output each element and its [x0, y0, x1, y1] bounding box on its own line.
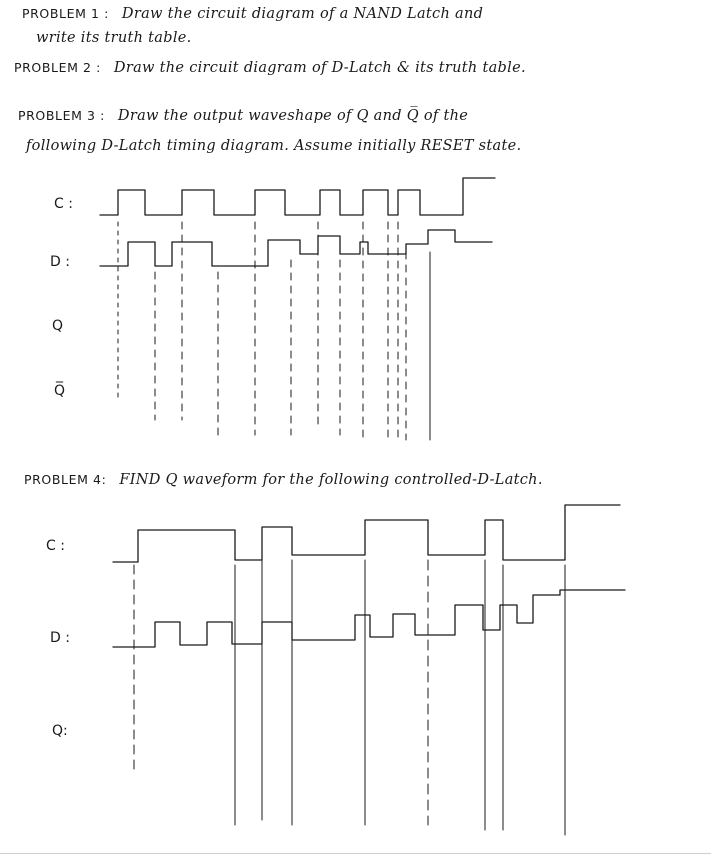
p3-signal-d: D :: [50, 254, 70, 270]
p4-c-waveform: [113, 505, 620, 562]
p3-signal-qbar: Q̅: [54, 383, 66, 399]
page-bottom-edge: [0, 853, 711, 854]
p3-c-waveform: [100, 178, 495, 215]
problem-2-text: Draw the circuit diagram of D-Latch & its truth table.: [113, 60, 526, 76]
p3-guide-lines: [118, 222, 430, 440]
problem-3-label: PROBLEM 3 :: [18, 108, 105, 123]
p4-guide-lines: [134, 560, 565, 835]
problem-3-line-2: following D-Latch timing diagram. Assume initially RESET state.: [26, 138, 522, 154]
p3-signal-c: C :: [54, 196, 73, 212]
problem-2-label: PROBLEM 2 :: [14, 60, 101, 75]
p4-signal-q: Q:: [52, 723, 68, 739]
problem-1-text: Draw the circuit diagram of a NAND Latch and: [121, 6, 484, 22]
problem-1-line-2: write its truth table.: [36, 30, 192, 46]
p4-d-waveform: [113, 590, 625, 647]
p4-signal-c: C :: [46, 538, 65, 554]
p4-signal-d: D :: [50, 630, 70, 646]
p3-d-waveform: [100, 230, 492, 266]
problem-4-label: PROBLEM 4:: [24, 472, 107, 487]
p3-signal-q: Q: [52, 318, 64, 334]
problem-3-text: Draw the output waveshape of Q and Q̅ of the: [117, 108, 469, 124]
problem-1-label: PROBLEM 1 :: [22, 6, 109, 21]
problem-4-text: FIND Q waveform for the following controlled-D-Latch.: [119, 472, 543, 488]
